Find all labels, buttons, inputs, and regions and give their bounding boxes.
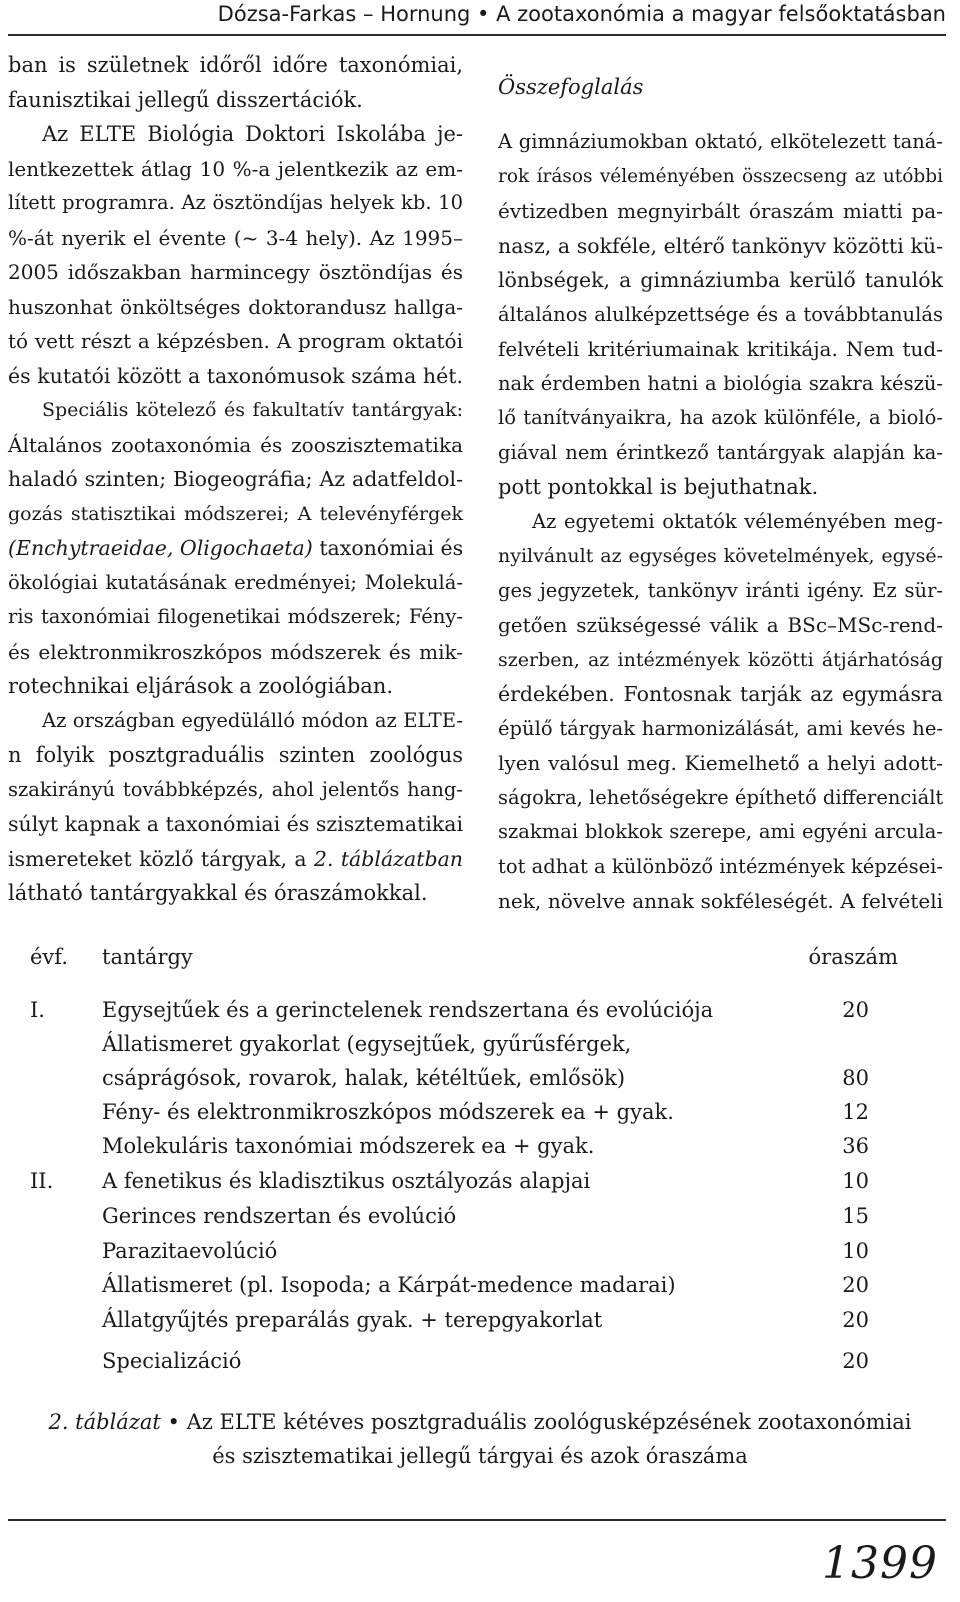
table-row [0, 1234, 960, 1268]
cell-hours: 20 [842, 1273, 869, 1297]
table-reference: 2. táblázatban [313, 846, 463, 871]
cell-year: I. [30, 998, 45, 1022]
text-line: épülő tárgyak harmonizálását, ami kevés he- [498, 716, 943, 740]
text-line: nasz, a sokféle, eltérő tankönyv közötti kü- [498, 233, 943, 258]
text-line: Az ELTE Biológia Doktori Iskolába je- [42, 122, 463, 146]
text-line: és elektronmikroszkópos módszerek és mik- [8, 639, 463, 664]
text-line: Az egyetemi oktatók véleményében meg- [532, 509, 943, 533]
cell-hours: 12 [842, 1100, 869, 1124]
text-line: rotechnikai eljárások a zoológiában. [8, 674, 394, 698]
caption-text: Az ELTE kétéves posztgraduális zoológusképzésének zootaxonómiai [186, 1410, 912, 1434]
text-line [8, 842, 463, 877]
table-caption [0, 1405, 960, 1473]
header-hours: óraszám [808, 945, 898, 969]
text-line: nyilvánult az egységes követelmények, egysé- [498, 545, 943, 567]
text-line: n folyik posztgraduális szinten zoológus [8, 743, 463, 767]
text-line: lentkezettek átlag 10 %-a jelentkezik az em- [8, 156, 463, 181]
cell-subject: Állatismeret (pl. Isopoda; a Kárpát-medence madarai) [102, 1273, 676, 1297]
table-row [0, 1164, 960, 1198]
text-line: látható tantárgyakkal és óraszámokkal. [8, 881, 428, 905]
cell-hours: 20 [842, 1308, 869, 1332]
cell-hours: 20 [842, 998, 869, 1022]
left-column [8, 48, 463, 911]
cell-subject: Specializáció [102, 1349, 242, 1373]
text-line: haladó szinten; Biogeográfia; Az adatfeldol- [8, 467, 463, 491]
text-line: szakirányú továbbképzés, ahol jelentős hang- [8, 777, 463, 801]
caption-line-2 [0, 1439, 960, 1473]
cell-hours: 10 [842, 1169, 869, 1193]
text-line: tó vett részt a képzésben. A program oktatói [8, 329, 463, 353]
text-line: faunisztikai jellegű disszertációk. [8, 87, 363, 112]
text-line: ges jegyzetek, tankönyv iránti igény. Ez sür- [498, 578, 943, 602]
cell-subject: Gerinces rendszertan és evolúció [102, 1204, 457, 1228]
cell-subject: Egysejtűek és a gerinctelenek rendszertana és evolúciója [102, 998, 714, 1022]
text-line: %-át nyerik el évente (~ 3-4 hely). Az 1995– [8, 225, 463, 250]
table-row [0, 1095, 960, 1129]
text-line: tot adhat a különböző intézmények képzései- [498, 854, 943, 878]
table-row [0, 1344, 960, 1378]
text-line: súlyt kapnak a taxonómiai és szisztematikai [8, 812, 464, 836]
taxon-names: (Enchytraeidae, Oligochaeta) [8, 536, 313, 560]
cell-year: II. [30, 1169, 54, 1193]
table-row [0, 1199, 960, 1233]
cell-subject: Molekuláris taxonómiai módszerek ea + gyak. [102, 1134, 595, 1158]
footer-rule [8, 1519, 946, 1521]
cell-subject: csáprágósok, rovarok, halak, kétéltűek, emlősök) [102, 1066, 626, 1090]
text-fragment: ismereteket közlő tárgyak, a [8, 846, 307, 871]
cell-subject: Fény- és elektronmikroszkópos módszerek ea + gyak. [102, 1100, 674, 1124]
text-fragment: taxonómiai és [319, 536, 464, 560]
text-line: Speciális kötelező és fakultatív tantárgyak: [42, 399, 463, 421]
cell-hours: 20 [842, 1349, 869, 1373]
cell-subject: Állatgyűjtés preparálás gyak. + terepgyakorlat [102, 1308, 603, 1332]
text-line: 2005 időszakban harmincegy ösztöndíjas és [8, 260, 463, 284]
cell-subject: A fenetikus és kladisztikus osztályozás alapjai [102, 1169, 591, 1193]
cell-hours: 10 [842, 1239, 869, 1263]
table-row [0, 1129, 960, 1163]
text-line: nak érdemben hatni a biológia szakra készü- [498, 371, 943, 395]
cell-hours: 15 [842, 1204, 869, 1228]
text-line: ökológiai kutatásának eredményei; Molekulá- [8, 570, 463, 594]
text-line: pott pontokkal is bejuthatnak. [498, 475, 819, 499]
right-column [498, 70, 943, 919]
text-line: Az országban egyedülálló módon az ELTE- [42, 708, 463, 732]
text-line: ságokra, lehetőségekre építhető differenciált [498, 785, 944, 809]
text-line: A gimnáziumokban oktató, elkötelezett taná- [498, 130, 943, 153]
header-rule [8, 34, 946, 36]
caption-line-1 [0, 1405, 960, 1439]
caption-text: és szisztematikai jellegű tárgyai és azok óraszáma [212, 1444, 748, 1468]
cell-subject: Parazitaevolúció [102, 1239, 278, 1263]
text-line: lyen valósul meg. Kiemelhető a helyi adott- [498, 751, 943, 775]
text-line: nek, növelve annak sokféleségét. A felvételi [498, 889, 943, 913]
page-number: 1399 [822, 1538, 938, 1589]
text-line: ris taxonómiai filogenetikai módszerek; Fény- [8, 605, 463, 628]
text-line: lített programra. Az ösztöndíjas helyek kb. 10 [8, 191, 463, 214]
cell-subject: Állatismeret gyakorlat (egysejtűek, gyűrűsférgek, [102, 1032, 632, 1056]
text-line: szakmai blokkok szerepe, ami egyéni arcula- [498, 820, 943, 843]
text-line: giával nem érintkező tantárgyak alapján ka- [498, 440, 943, 464]
cell-hours: 36 [842, 1134, 869, 1158]
cell-hours: 80 [842, 1066, 869, 1090]
caption-label: 2. táblázat [48, 1410, 161, 1434]
text-line: lönbségek, a gimnáziumba kerülő tanulók [498, 268, 943, 292]
text-line [8, 531, 463, 566]
text-line: évtizedben megnyirbált óraszám miatti pa- [498, 199, 943, 223]
text-line: szerben, az intézmények közötti átjárhatóság [498, 648, 943, 671]
section-title: Összefoglalás [498, 75, 644, 99]
text-line: és kutatói között a taxonómusok száma hét. [8, 363, 463, 388]
text-line: ban is születnek időről időre taxonómiai, [8, 53, 463, 77]
text-line: huszonhat önköltséges doktorandusz hallga- [8, 294, 463, 319]
text-line: gozás statisztikai módszerei; A televényférgek [8, 502, 463, 525]
table-header-row [0, 940, 960, 974]
text-line: rok írásos véleményében összecseng az utóbbi [498, 165, 943, 187]
table-row [0, 993, 960, 1027]
text-line: felvételi kritériumainak kritikája. Nem tud- [498, 337, 943, 361]
table-row [0, 1027, 960, 1061]
header-year: évf. [30, 945, 68, 969]
text-line: általános alulképzettsége és a továbbtanulás [498, 302, 943, 326]
text-line: érdekében. Fontosnak tarják az egymásra [498, 682, 943, 706]
header-subject: tantárgy [102, 945, 193, 969]
text-line: lő tanítványaikra, ha azok különféle, a bioló- [498, 406, 943, 429]
table-row [0, 1268, 960, 1302]
text-line: getően szükségessé válik a BSc–MSc-rend- [498, 613, 943, 637]
table-row [0, 1303, 960, 1337]
text-line: Általános zootaxonómia és zooszisztematika [8, 432, 463, 457]
running-header: Dózsa-Farkas – Hornung • A zootaxonómia a magyar felsőoktatásban [217, 2, 946, 26]
caption-bullet: • [167, 1410, 180, 1434]
table-row [0, 1061, 960, 1095]
